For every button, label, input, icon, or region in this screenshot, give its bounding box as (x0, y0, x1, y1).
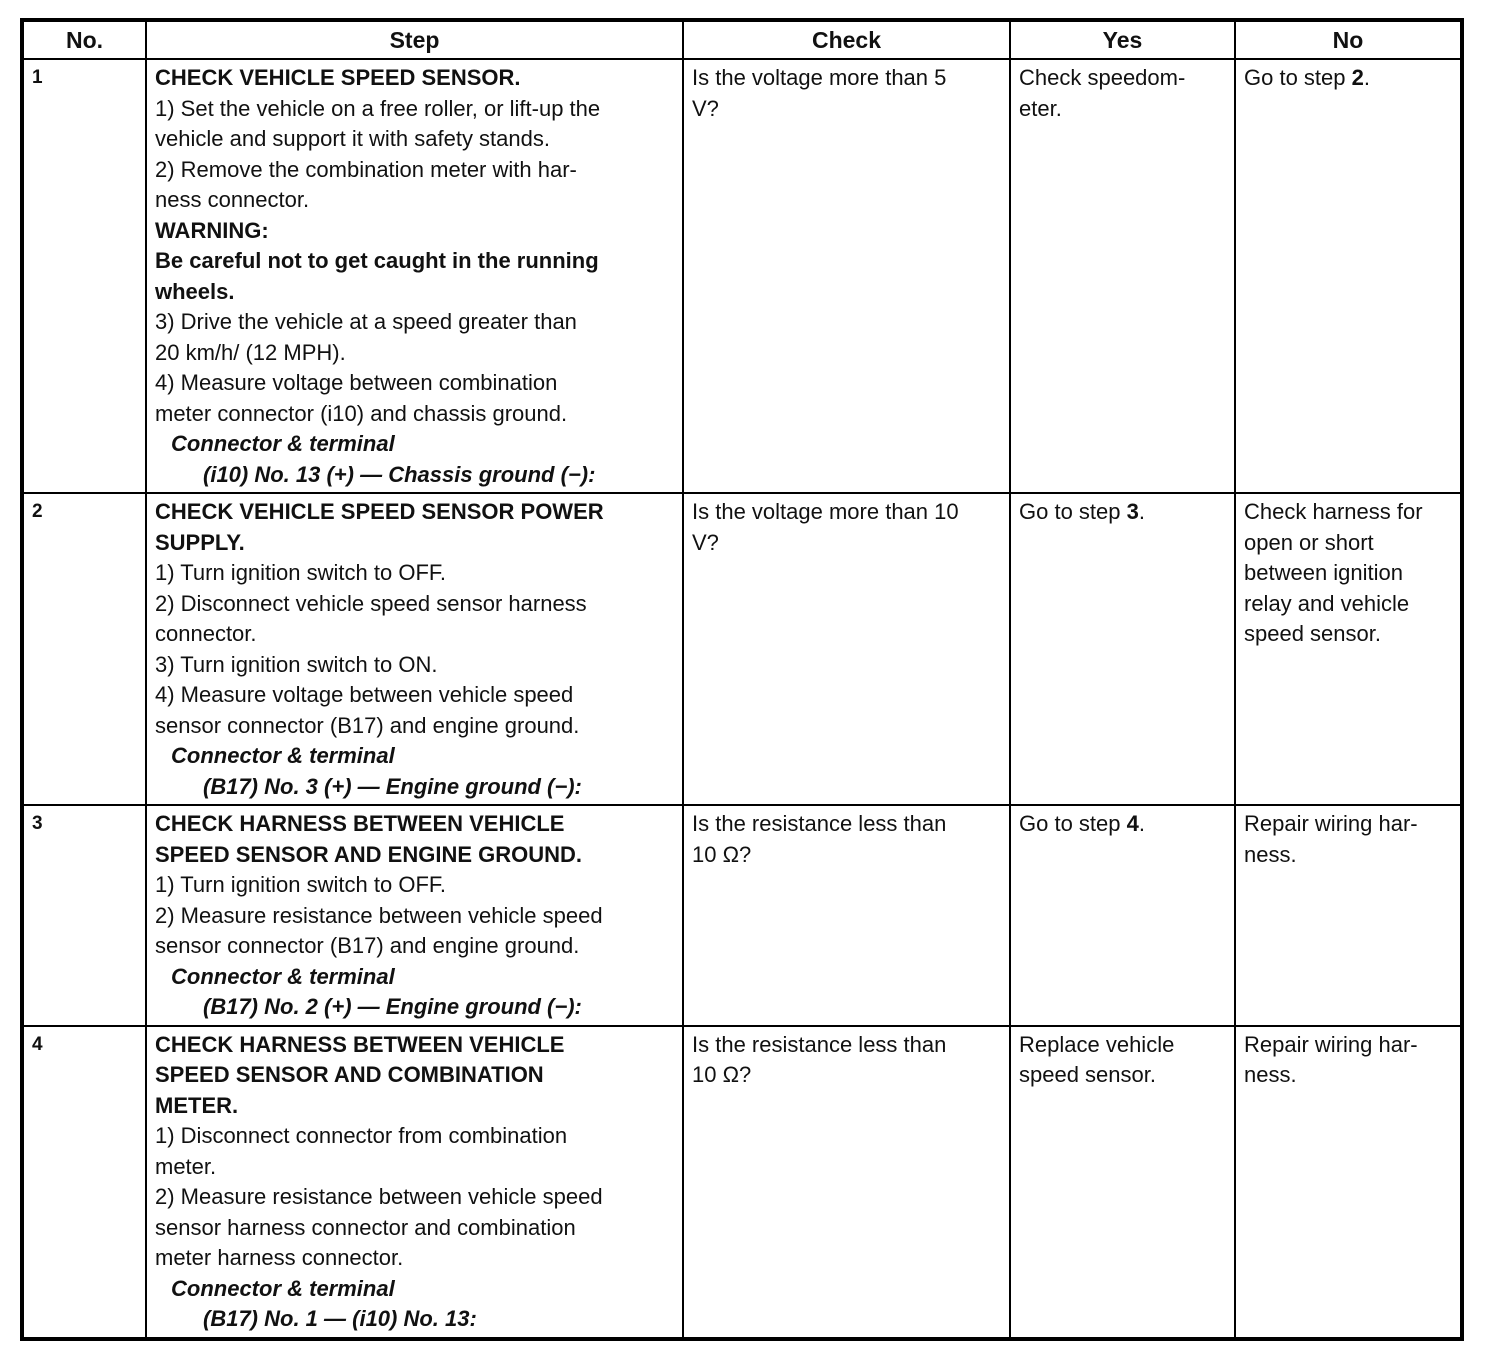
no-cell (1235, 805, 1462, 1026)
step-line: meter harness connector. (155, 1245, 404, 1270)
no-line (1244, 497, 1453, 528)
line-text: Go to step (1244, 65, 1352, 90)
step-line: Be careful not to get caught in the running (155, 248, 599, 273)
line-suffix: . (1363, 65, 1370, 90)
yes-line (1019, 497, 1227, 528)
check-cell (683, 1026, 1010, 1339)
step-line: 1) Turn ignition switch to OFF. (155, 560, 446, 585)
yes-line (1019, 1060, 1227, 1091)
no-line (1244, 63, 1453, 94)
diagnostic-table (20, 18, 1464, 1341)
step-cell (146, 493, 683, 805)
step-line: CHECK VEHICLE SPEED SENSOR POWER (155, 499, 604, 524)
step-line: Connector & terminal (171, 963, 395, 989)
step-line: 4) Measure voltage between vehicle speed (155, 682, 574, 707)
yes-cell (1010, 805, 1235, 1026)
line-text: speed sensor. (1244, 621, 1381, 646)
step-line: (B17) No. 1 — (i10) No. 13: (203, 1306, 477, 1331)
header-no-result: No (1235, 20, 1462, 59)
step-line: vehicle and support it with safety stands. (155, 126, 550, 151)
check-line: 10 Ω? (692, 841, 752, 867)
line-text: Go to step (1019, 499, 1127, 524)
step-line: meter. (155, 1153, 217, 1179)
check-cell (683, 59, 1010, 493)
step-number: 3 (22, 805, 146, 1026)
step-line: (B17) No. 3 (+) — Engine ground (−): (203, 773, 582, 799)
step-line: sensor harness connector and combination (155, 1214, 576, 1240)
no-line (1244, 528, 1453, 559)
line-text: Go to step (1019, 811, 1127, 836)
line-text: ness. (1244, 1062, 1297, 1087)
table-body (22, 59, 1462, 1339)
check-cell (683, 493, 1010, 805)
check-line: V? (692, 95, 719, 121)
step-cell (146, 805, 683, 1026)
check-line: Is the voltage more than 10 (692, 499, 959, 524)
table-row (22, 59, 1462, 493)
line-text: relay and vehicle (1244, 590, 1410, 616)
line-suffix: . (1138, 499, 1145, 524)
step-line: SPEED SENSOR AND COMBINATION (155, 1062, 544, 1087)
line-suffix: . (1138, 811, 1145, 836)
no-line (1244, 840, 1453, 871)
header-step: Step (146, 20, 683, 59)
no-line (1244, 558, 1453, 589)
header-yes: Yes (1010, 20, 1235, 59)
step-line: meter connector (i10) and chassis ground. (155, 400, 568, 426)
step-line: Connector & terminal (171, 1275, 395, 1301)
check-line: Is the resistance less than (692, 1031, 947, 1057)
step-line: SUPPLY. (155, 529, 245, 555)
check-line: Is the resistance less than (692, 811, 947, 836)
no-line (1244, 589, 1453, 620)
step-line: 1) Disconnect connector from combination (155, 1123, 568, 1148)
yes-line (1019, 809, 1227, 840)
step-line: 1) Set the vehicle on a free roller, or lift-up the (155, 95, 601, 121)
line-text: Replace vehicle (1019, 1031, 1175, 1057)
step-line: CHECK HARNESS BETWEEN VEHICLE (155, 811, 565, 836)
table-row (22, 1026, 1462, 1339)
step-line: wheels. (155, 278, 235, 304)
table-row (22, 805, 1462, 1026)
yes-line (1019, 94, 1227, 125)
line-text: ness. (1244, 841, 1297, 867)
step-reference: 4 (1126, 811, 1139, 836)
step-line: CHECK VEHICLE SPEED SENSOR. (155, 65, 521, 90)
step-line: 20 km/h/ (12 MPH). (155, 339, 346, 365)
step-line: (i10) No. 13 (+) — Chassis ground (−): (203, 461, 596, 487)
step-line: ness connector. (155, 187, 310, 212)
check-cell (683, 805, 1010, 1026)
line-text: Check speedom- (1019, 65, 1186, 90)
step-line: 2) Disconnect vehicle speed sensor harness (155, 590, 587, 616)
step-number: 4 (22, 1026, 146, 1339)
step-line: sensor connector (B17) and engine ground. (155, 712, 580, 738)
step-reference: 2 (1351, 65, 1364, 90)
line-text: between ignition (1244, 560, 1404, 585)
yes-cell (1010, 59, 1235, 493)
diagnostic-page (20, 18, 1464, 1341)
step-line: 1) Turn ignition switch to OFF. (155, 872, 446, 897)
step-line: (B17) No. 2 (+) — Engine ground (−): (203, 994, 582, 1019)
step-number: 1 (22, 59, 146, 493)
step-number: 2 (22, 493, 146, 805)
no-line (1244, 1030, 1453, 1061)
step-line: connector. (155, 621, 257, 646)
header-check: Check (683, 20, 1010, 59)
step-line: Connector & terminal (171, 743, 395, 768)
header-row (22, 20, 1462, 59)
yes-cell (1010, 1026, 1235, 1339)
header-no: No. (22, 20, 146, 59)
check-line: V? (692, 529, 719, 555)
line-text: open or short (1244, 529, 1374, 555)
no-line (1244, 619, 1453, 650)
step-cell (146, 1026, 683, 1339)
yes-line (1019, 63, 1227, 94)
no-cell (1235, 493, 1462, 805)
step-line: 3) Turn ignition switch to ON. (155, 651, 438, 677)
step-line: 4) Measure voltage between combination (155, 370, 558, 395)
line-text: Repair wiring har- (1244, 811, 1418, 836)
line-text: speed sensor. (1019, 1062, 1156, 1087)
step-line: 2) Measure resistance between vehicle speed (155, 1184, 603, 1209)
step-cell (146, 59, 683, 493)
line-text: eter. (1019, 95, 1062, 121)
no-cell (1235, 1026, 1462, 1339)
line-text: Check harness for (1244, 499, 1423, 524)
step-line: Connector & terminal (171, 431, 395, 456)
step-line: WARNING: (155, 217, 269, 243)
step-line: 3) Drive the vehicle at a speed greater than (155, 309, 577, 334)
check-line: 10 Ω? (692, 1062, 752, 1087)
line-text: Repair wiring har- (1244, 1031, 1418, 1057)
no-line (1244, 809, 1453, 840)
table-row (22, 493, 1462, 805)
yes-cell (1010, 493, 1235, 805)
step-line: 2) Measure resistance between vehicle speed (155, 902, 603, 928)
step-line: SPEED SENSOR AND ENGINE GROUND. (155, 841, 583, 867)
check-line: Is the voltage more than 5 (692, 65, 947, 90)
step-line: 2) Remove the combination meter with har- (155, 156, 577, 182)
step-line: sensor connector (B17) and engine ground. (155, 933, 580, 958)
yes-line (1019, 1030, 1227, 1061)
no-cell (1235, 59, 1462, 493)
step-line: METER. (155, 1092, 239, 1118)
step-line: CHECK HARNESS BETWEEN VEHICLE (155, 1031, 565, 1057)
step-reference: 3 (1126, 499, 1139, 524)
no-line (1244, 1060, 1453, 1091)
